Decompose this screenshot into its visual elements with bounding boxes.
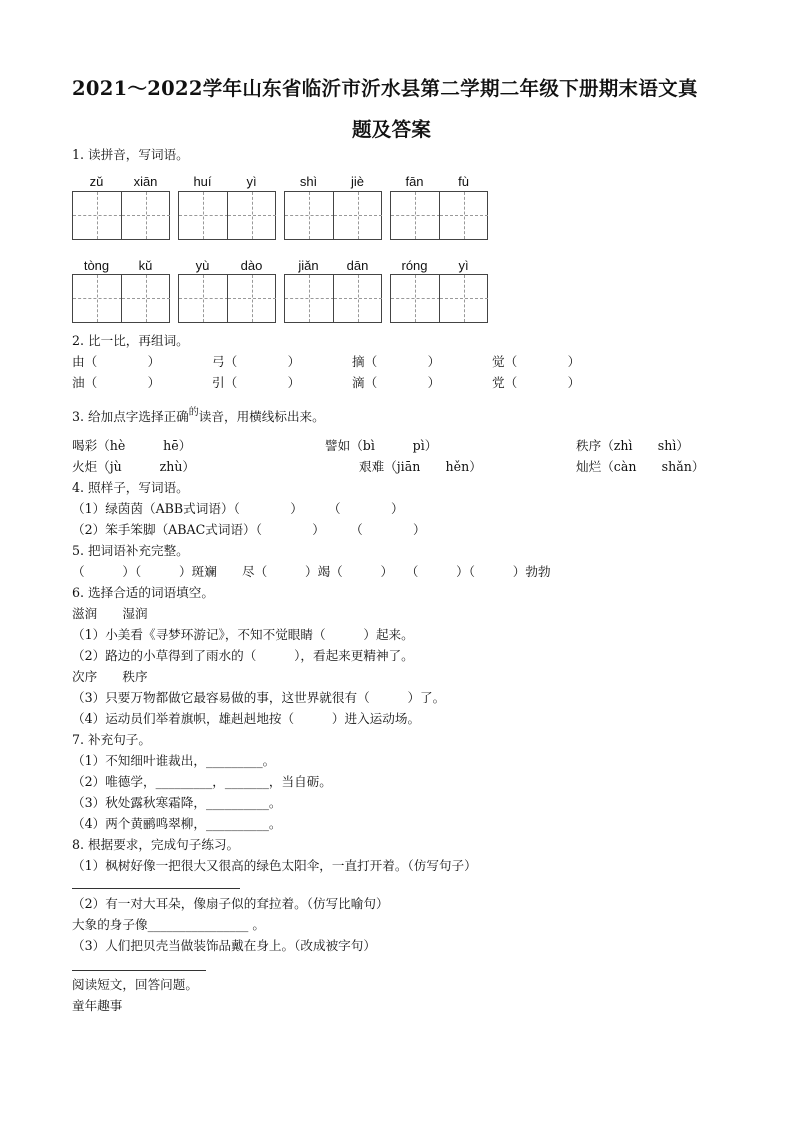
- writing-box[interactable]: [72, 191, 170, 240]
- pinyin-label: jiǎn: [298, 258, 319, 273]
- guide-line-horizontal: [73, 298, 122, 299]
- character-cell[interactable]: [121, 192, 170, 239]
- character-cell[interactable]: [73, 192, 122, 239]
- q7-item: （2）唯德学，_________，_______，当自砺。: [72, 774, 332, 789]
- writing-box[interactable]: [178, 274, 276, 323]
- q3-title: [72, 407, 325, 424]
- guide-line-horizontal: [122, 215, 170, 216]
- q5-title: 5. 把词语补充完整。: [72, 543, 189, 558]
- q3-item: 火炬（jù zhù）: [72, 459, 196, 474]
- pinyin-label: jiè: [350, 174, 364, 189]
- writing-box[interactable]: [72, 274, 170, 323]
- pinyin-label: zǔ: [89, 174, 104, 189]
- character-cell[interactable]: [333, 192, 382, 239]
- q3-item: 譬如（bì pì）: [325, 438, 438, 453]
- q8-item: （1）枫树好像一把很大又很高的绿色太阳伞，一直打开着。（仿写句子）: [72, 858, 477, 873]
- pinyin-label: tòng: [83, 258, 110, 273]
- guide-line-horizontal: [228, 298, 276, 299]
- guide-line-horizontal: [73, 215, 122, 216]
- pinyin-label: fù: [458, 174, 469, 189]
- character-cell[interactable]: [73, 275, 122, 322]
- q7-title: 7. 补充句子。: [72, 732, 151, 747]
- q8-title: 8. 根据要求，完成句子练习。: [72, 837, 240, 852]
- guide-line-horizontal: [334, 215, 382, 216]
- q6-word-pair: 滋润 湿润: [72, 606, 148, 621]
- q3-item: 艰难（jiān hěn）: [359, 459, 482, 474]
- q2-item: 引（ ）: [212, 375, 301, 390]
- character-cell[interactable]: [179, 192, 228, 239]
- pinyin-label: dào: [240, 258, 263, 273]
- q7-item: （3）秋处露秋寒霜降，__________。: [72, 795, 282, 810]
- q2-item: 弓（ ）: [212, 354, 301, 369]
- answer-line: [72, 970, 206, 971]
- pinyin-label: róng: [401, 258, 428, 273]
- q7-item: （1）不知细叶谁裁出，_________。: [72, 753, 276, 768]
- q8-item-fill: 大象的身子像________________ 。: [72, 917, 265, 932]
- guide-line-horizontal: [285, 298, 334, 299]
- guide-line-horizontal: [285, 215, 334, 216]
- q4-item: （2）笨手笨脚（ABAC式词语）（ ） （ ）: [72, 522, 426, 537]
- q2-item: 滴（ ）: [352, 375, 441, 390]
- q2-item: 由（ ）: [72, 354, 161, 369]
- writing-box[interactable]: [390, 191, 488, 240]
- character-cell[interactable]: [391, 192, 440, 239]
- q4-title: 4. 照样子，写词语。: [72, 480, 189, 495]
- q8-item: （3）人们把贝壳当做装饰品戴在身上。（改成被字句）: [72, 938, 376, 953]
- pinyin-label: yì: [458, 258, 469, 273]
- q2-item: 摘（ ）: [352, 354, 441, 369]
- writing-box[interactable]: [178, 191, 276, 240]
- pinyin-label: huí: [193, 174, 212, 189]
- guide-line-horizontal: [334, 298, 382, 299]
- page-title-line-1: 2021～2022学年山东省临沂市沂水县第二学期二年级下册期末语文真: [72, 77, 698, 100]
- answer-line: [72, 888, 240, 889]
- character-cell[interactable]: [285, 275, 334, 322]
- pinyin-label: yù: [195, 258, 210, 273]
- character-cell[interactable]: [285, 192, 334, 239]
- pinyin-label: fān: [405, 174, 424, 189]
- writing-box[interactable]: [390, 274, 488, 323]
- reading-passage-title: 童年趣事: [72, 998, 123, 1013]
- guide-line-horizontal: [440, 298, 488, 299]
- guide-line-horizontal: [179, 215, 228, 216]
- pinyin-label: yì: [246, 174, 257, 189]
- q3-title-small-char: 的: [188, 407, 199, 418]
- q6-title: 6. 选择合适的词语填空。: [72, 585, 214, 600]
- q2-item: 党（ ）: [492, 375, 581, 390]
- character-cell[interactable]: [227, 275, 276, 322]
- character-cell[interactable]: [391, 275, 440, 322]
- q2-title: 2. 比一比，再组词。: [72, 333, 189, 348]
- character-cell[interactable]: [333, 275, 382, 322]
- q4-item: （1）绿茵茵（ABB式词语）（ ） （ ）: [72, 501, 404, 516]
- pinyin-label: dān: [346, 258, 369, 273]
- q2-item: 觉（ ）: [492, 354, 581, 369]
- q3-title-part-b: 读音，用横线标出来。: [198, 409, 325, 424]
- guide-line-horizontal: [440, 215, 488, 216]
- page-title-line-2: 题及答案: [352, 118, 432, 141]
- guide-line-horizontal: [122, 298, 170, 299]
- q3-item: 秩序（zhì shì）: [576, 438, 689, 453]
- q1-title: 1. 读拼音，写词语。: [72, 147, 189, 162]
- q8-item: （2）有一对大耳朵，像扇子似的耷拉着。（仿写比喻句）: [72, 896, 389, 911]
- q6-sentence: （2）路边的小草得到了雨水的（ ），看起来更精神了。: [72, 648, 414, 663]
- character-cell[interactable]: [179, 275, 228, 322]
- q3-item: 喝彩（hè hē）: [72, 438, 192, 453]
- reading-instruction: 阅读短文，回答问题。: [72, 977, 198, 992]
- q2-item: 油（ ）: [72, 375, 161, 390]
- pinyin-label: xiān: [133, 174, 158, 189]
- pinyin-label: kǔ: [138, 258, 153, 273]
- q3-title-part-a: 3. 给加点字选择正确: [72, 409, 189, 424]
- q6-sentence: （4）运动员们举着旗帜，雄赳赳地按（ ）进入运动场。: [72, 711, 421, 726]
- character-cell[interactable]: [121, 275, 170, 322]
- q6-sentence: （3）只要万物都做它最容易做的事，这世界就很有（ ）了。: [72, 690, 446, 705]
- writing-box[interactable]: [284, 274, 382, 323]
- q6-sentence: （1）小美看《寻梦环游记》，不知不觉眼睛（ ）起来。: [72, 627, 414, 642]
- character-cell[interactable]: [439, 275, 488, 322]
- guide-line-horizontal: [228, 215, 276, 216]
- q3-item: 灿烂（càn shǎn）: [576, 459, 705, 474]
- guide-line-horizontal: [179, 298, 228, 299]
- character-cell[interactable]: [439, 192, 488, 239]
- q7-item: （4）两个黄鹂鸣翠柳，__________。: [72, 816, 282, 831]
- character-cell[interactable]: [227, 192, 276, 239]
- guide-line-horizontal: [391, 215, 440, 216]
- writing-box[interactable]: [284, 191, 382, 240]
- q6-word-pair: 次序 秩序: [72, 669, 148, 684]
- pinyin-label: shì: [299, 174, 318, 189]
- q5-line: （ ）（ ）斑斓 尽（ ）竭（ ） （ ）（ ）勃勃: [72, 564, 551, 579]
- guide-line-horizontal: [391, 298, 440, 299]
